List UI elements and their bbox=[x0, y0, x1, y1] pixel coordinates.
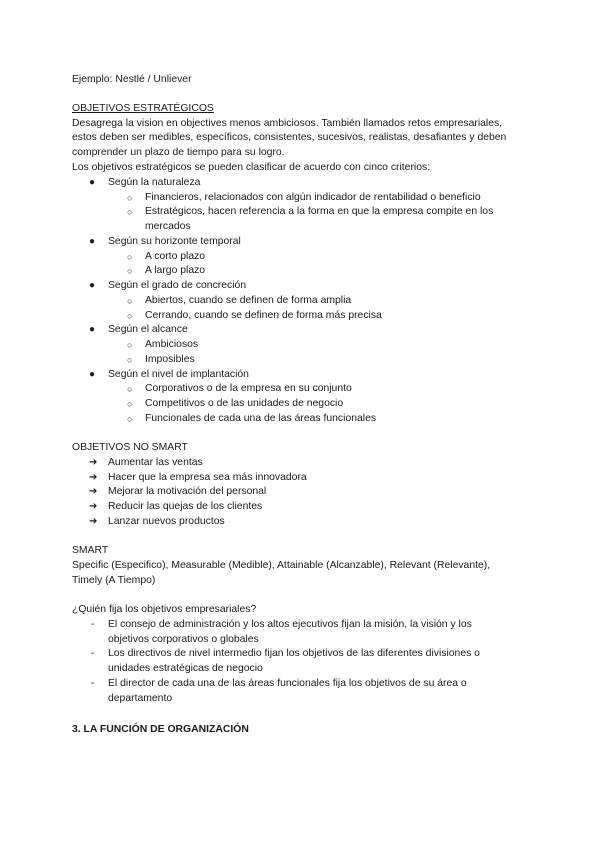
dash-icon: - bbox=[91, 648, 95, 659]
dash-icon: - bbox=[91, 619, 95, 630]
bullet-circle-icon: ○ bbox=[127, 399, 133, 409]
bullet-disc-icon: ● bbox=[89, 177, 96, 188]
nosmart-item: Hacer que la empresa sea más innovadora bbox=[108, 472, 307, 483]
bullet-circle-icon: ○ bbox=[127, 207, 133, 217]
criterion-implantation: Según el nivel de implantación bbox=[108, 369, 249, 380]
smart-heading: SMART bbox=[72, 545, 109, 556]
arrow-icon: ➔ bbox=[89, 472, 98, 483]
bullet-circle-icon: ○ bbox=[127, 414, 133, 424]
nosmart-item: Aumentar las ventas bbox=[108, 457, 203, 468]
who-item-continuation: unidades estratégicas de negocio bbox=[108, 663, 263, 674]
sub-item-continuation: mercados bbox=[145, 221, 191, 232]
sub-item: Corporativos o de la empresa en su conjunto bbox=[145, 383, 352, 394]
classify-line: Los objetivos estratégicos se pueden clasificar de acuerdo con cinco criterios: bbox=[72, 162, 431, 173]
intro-line-3: comprender un plazo de tiempo para su logro. bbox=[72, 147, 285, 158]
sub-item: Ambiciosos bbox=[145, 339, 199, 350]
nosmart-item: Reducir las quejas de los clientes bbox=[108, 501, 263, 512]
sub-item: Estratégicos, hacen referencia a la forma en que la empresa compite en los bbox=[145, 206, 494, 217]
who-item: El director de cada una de las áreas funcionales fija los objetivos de su área o bbox=[108, 678, 467, 689]
bullet-disc-icon: ● bbox=[89, 324, 96, 335]
nosmart-item: Mejorar la motivación del personal bbox=[108, 486, 267, 497]
bullet-disc-icon: ● bbox=[89, 280, 96, 291]
bullet-circle-icon: ○ bbox=[127, 384, 133, 394]
criterion-horizon: Según su horizonte temporal bbox=[108, 236, 241, 247]
who-question: ¿Quién fija los objetivos empresariales? bbox=[72, 604, 257, 615]
sub-item: A largo plazo bbox=[145, 265, 206, 276]
arrow-icon: ➔ bbox=[89, 486, 98, 497]
bullet-circle-icon: ○ bbox=[127, 252, 133, 262]
intro-line-1: Desagrega la vision en objectives menos ambiciosos. También llamados retos empresariales, bbox=[72, 118, 503, 129]
smart-line-1: Specific (Especifico), Measurable (Medible), Attainable (Alcanzable), Relevant (Relevante), bbox=[72, 560, 491, 571]
smart-line-2: Timely (A Tiempo) bbox=[72, 575, 156, 586]
nosmart-heading: OBJETIVOS NO SMART bbox=[72, 442, 188, 453]
bullet-circle-icon: ○ bbox=[127, 266, 133, 276]
bullet-disc-icon: ● bbox=[89, 369, 96, 380]
sub-item: Competitivos o de las unidades de negocio bbox=[145, 398, 344, 409]
bullet-disc-icon: ● bbox=[89, 236, 96, 247]
nosmart-item: Lanzar nuevos productos bbox=[108, 516, 225, 527]
who-item: El consejo de administración y los altos ejecutivos fijan la misión, la visión y los bbox=[108, 619, 472, 630]
sub-item: Funcionales de cada una de las áreas funcionales bbox=[145, 413, 377, 424]
who-item-continuation: departamento bbox=[108, 693, 173, 704]
criterion-nature: Según la naturaleza bbox=[108, 177, 201, 188]
intro-line-2: estos deben ser medibles, específicos, consistentes, sucesivos, realistas, desafiantes y deben bbox=[72, 132, 507, 143]
sub-item: Abiertos, cuando se definen de forma amplia bbox=[145, 295, 352, 306]
who-item: Los directivos de nivel intermedio fijan los objetivos de las diferentes divisiones o bbox=[108, 648, 480, 659]
section-3-heading: 3. LA FUNCIÓN DE ORGANIZACIÓN bbox=[72, 724, 249, 735]
bullet-circle-icon: ○ bbox=[127, 311, 133, 321]
dash-icon: - bbox=[91, 678, 95, 689]
sub-item: Cerrando, cuando se definen de forma más precisa bbox=[145, 310, 382, 321]
bullet-circle-icon: ○ bbox=[127, 340, 133, 350]
bullet-circle-icon: ○ bbox=[127, 296, 133, 306]
criterion-concretion: Según el grado de concreción bbox=[108, 280, 247, 291]
who-item-continuation: objetivos corporativos o globales bbox=[108, 634, 259, 645]
sub-item: Financieros, relacionados con algún indicador de rentabilidad o beneficio bbox=[145, 192, 481, 203]
strategic-heading: OBJETIVOS ESTRATÉGICOS bbox=[72, 103, 214, 114]
sub-item: Imposibles bbox=[145, 354, 195, 365]
example-line: Ejemplo: Nestlé / Unliever bbox=[72, 74, 192, 85]
sub-item: A corto plazo bbox=[145, 251, 206, 262]
arrow-icon: ➔ bbox=[89, 457, 98, 468]
criterion-scope: Según el alcance bbox=[108, 324, 188, 335]
arrow-icon: ➔ bbox=[89, 501, 98, 512]
arrow-icon: ➔ bbox=[89, 516, 98, 527]
bullet-circle-icon: ○ bbox=[127, 355, 133, 365]
bullet-circle-icon: ○ bbox=[127, 193, 133, 203]
